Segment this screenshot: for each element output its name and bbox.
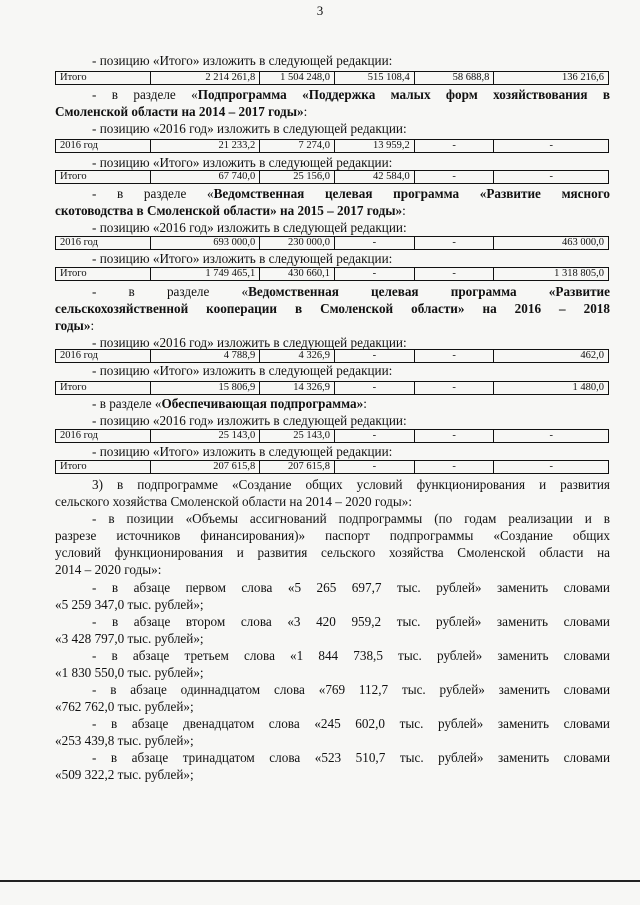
value-cell: - <box>415 268 495 280</box>
value-cell: 2 214 261,8 <box>151 72 261 84</box>
instruction-total: - позицию «Итого» изложить в следующей редакции: <box>92 251 393 266</box>
section-heading-line <box>92 284 610 300</box>
section-title-cont: Смоленской области на 2014 – 2017 годы» <box>55 104 304 119</box>
table-row-2016-4 <box>55 236 609 250</box>
value-cell: 25 156,0 <box>260 171 335 183</box>
section-title-colon: : <box>402 203 406 218</box>
section-prefix: - в разделе « <box>92 186 214 201</box>
paragraph-line: разрезе источников финансирования)» паспорт подпрограммы «Создание общих <box>55 528 610 543</box>
value-cell: - <box>415 237 495 249</box>
paragraph-line: - в позиции «Объемы ассигнований подпрограммы (по годам реализации и в <box>92 511 610 526</box>
row-label-cell: Итого <box>56 268 151 280</box>
section-title: Подпрограмма «Поддержка малых форм хозяйствования в <box>197 87 610 102</box>
value-cell: 58 688,8 <box>415 72 495 84</box>
value-cell: 14 326,9 <box>260 382 335 394</box>
section-title: Ведомственная целевая программа «Развитие <box>248 284 610 299</box>
table-row-total-9 <box>55 460 609 474</box>
section-title: Обеспечивающая подпрограмма» <box>161 396 364 411</box>
instruction-2016: - позицию «2016 год» изложить в следующей редакции: <box>92 335 407 350</box>
table-row-total-7 <box>55 381 609 395</box>
amendment-line: «762 762,0 тыс. рублей»; <box>55 699 194 714</box>
value-cell: 4 788,9 <box>151 350 261 362</box>
section-title-cont: сельскохозяйственной кооперации в Смоленской области» на 2016 – 2018 <box>55 301 610 316</box>
table-row-2016-6 <box>55 349 609 363</box>
value-cell: - <box>335 350 415 362</box>
value-cell: 7 274,0 <box>260 140 335 152</box>
value-cell: - <box>415 461 495 473</box>
row-label-cell: 2016 год <box>56 237 151 249</box>
instruction-total: - позицию «Итого» изложить в следующей редакции: <box>92 444 393 459</box>
row-label-cell: 2016 год <box>56 430 151 442</box>
value-cell: - <box>335 237 415 249</box>
value-cell: 515 108,4 <box>335 72 415 84</box>
value-cell: 1 749 465,1 <box>151 268 261 280</box>
value-cell: - <box>335 461 415 473</box>
page-number: 3 <box>316 3 324 18</box>
instruction-total: - позицию «Итого» изложить в следующей редакции: <box>92 53 393 68</box>
instruction-total: - позицию «Итого» изложить в следующей редакции: <box>92 155 393 170</box>
paragraph-line: сельского хозяйства Смоленской области на 2014 – 2020 годы»: <box>55 494 412 509</box>
paragraph-line: условий функционирования и развития сельского хозяйства Смоленской области на <box>55 545 610 560</box>
value-cell: 463 000,0 <box>562 237 604 248</box>
section-prefix: - в разделе « <box>92 284 249 299</box>
value-cell: - <box>549 430 553 441</box>
value-cell: 67 740,0 <box>151 171 261 183</box>
value-cell: - <box>549 140 553 151</box>
section-title-cont: скотоводства в Смоленской области» на 2015 – 2017 годы» <box>55 203 403 218</box>
amendment-line: «3 428 797,0 тыс. рублей»; <box>55 631 204 646</box>
amendment-line: «509 322,2 тыс. рублей»; <box>55 767 194 782</box>
value-cell: - <box>335 268 415 280</box>
row-label-cell: 2016 год <box>56 140 151 152</box>
value-cell: 25 143,0 <box>151 430 261 442</box>
value-cell: - <box>549 171 553 182</box>
section-heading-line <box>55 203 406 219</box>
amendment-line: «1 830 550,0 тыс. рублей»; <box>55 665 204 680</box>
amendment-line: «5 259 347,0 тыс. рублей»; <box>55 597 204 612</box>
row-label-cell: Итого <box>56 382 151 394</box>
amendment-line: - в абзаце третьем слова «1 844 738,5 тыс. рублей» заменить словами <box>92 648 610 663</box>
instruction-2016: - позицию «2016 год» изложить в следующей редакции: <box>92 413 407 428</box>
page-bottom-rule <box>0 880 640 882</box>
value-cell: 42 584,0 <box>335 171 415 183</box>
paragraph-line: 2014 – 2020 годы»: <box>55 562 162 577</box>
row-label-cell: Итого <box>56 171 151 183</box>
value-cell: 1 480,0 <box>572 382 604 393</box>
section-title-colon: : <box>303 104 308 119</box>
paragraph-line: 3) в подпрограмме «Создание общих условий функционирования и развития <box>92 477 610 492</box>
value-cell: 25 143,0 <box>260 430 335 442</box>
row-label-cell: Итого <box>56 461 151 473</box>
value-cell: 1 318 805,0 <box>554 268 604 279</box>
value-cell: 13 959,2 <box>335 140 415 152</box>
instruction-2016: - позицию «2016 год» изложить в следующей редакции: <box>92 121 407 136</box>
value-cell: 4 326,9 <box>260 350 335 362</box>
value-cell: - <box>335 382 415 394</box>
value-cell: - <box>415 350 495 362</box>
section-prefix: - в разделе « <box>92 87 198 102</box>
section-title-colon: : <box>363 396 367 411</box>
instruction-2016: - позицию «2016 год» изложить в следующей редакции: <box>92 220 407 235</box>
value-cell: 207 615,8 <box>151 461 261 473</box>
value-cell: 15 806,9 <box>151 382 261 394</box>
value-cell: 136 216,6 <box>562 72 604 83</box>
table-row-total-1 <box>55 71 609 85</box>
section-prefix: - в разделе « <box>92 396 162 411</box>
value-cell: 230 000,0 <box>260 237 335 249</box>
section-heading-line <box>55 318 94 334</box>
value-cell: 207 615,8 <box>260 461 335 473</box>
value-cell: - <box>335 430 415 442</box>
value-cell: 21 233,2 <box>151 140 261 152</box>
section-title: Ведомственная целевая программа «Развитие мясного <box>213 186 610 201</box>
section-title-colon: : <box>90 318 95 333</box>
value-cell: - <box>415 382 495 394</box>
value-cell: - <box>415 430 495 442</box>
amendment-line: - в абзаце втором слова «3 420 959,2 тыс. рублей» заменить словами <box>92 614 610 629</box>
amendment-line: - в абзаце одиннадцатом слова «769 112,7 тыс. рублей» заменить словами <box>92 682 610 697</box>
section-heading-line <box>92 396 367 412</box>
amendment-line: - в абзаце тринадцатом слова «523 510,7 тыс. рублей» заменить словами <box>92 750 610 765</box>
value-cell: 430 660,1 <box>260 268 335 280</box>
value-cell: - <box>415 171 495 183</box>
value-cell: 693 000,0 <box>151 237 261 249</box>
table-row-total-3 <box>55 170 609 184</box>
section-heading-line <box>55 104 307 120</box>
row-label-cell: Итого <box>56 72 151 84</box>
value-cell: 462,0 <box>580 350 604 361</box>
value-cell: 1 504 248,0 <box>260 72 335 84</box>
instruction-total: - позицию «Итого» изложить в следующей редакции: <box>92 363 393 378</box>
table-row-total-5 <box>55 267 609 281</box>
amendment-line: - в абзаце двенадцатом слова «245 602,0 тыс. рублей» заменить словами <box>92 716 610 731</box>
table-row-2016-8 <box>55 429 609 443</box>
value-cell: - <box>415 140 495 152</box>
table-row-2016-2 <box>55 139 609 153</box>
amendment-line: - в абзаце первом слова «5 265 697,7 тыс. рублей» заменить словами <box>92 580 610 595</box>
section-heading-line <box>92 186 610 202</box>
value-cell: - <box>549 461 553 472</box>
amendment-line: «253 439,8 тыс. рублей»; <box>55 733 194 748</box>
section-heading-line <box>92 87 610 103</box>
section-title-cont: годы» <box>55 318 91 333</box>
row-label-cell: 2016 год <box>56 350 151 362</box>
